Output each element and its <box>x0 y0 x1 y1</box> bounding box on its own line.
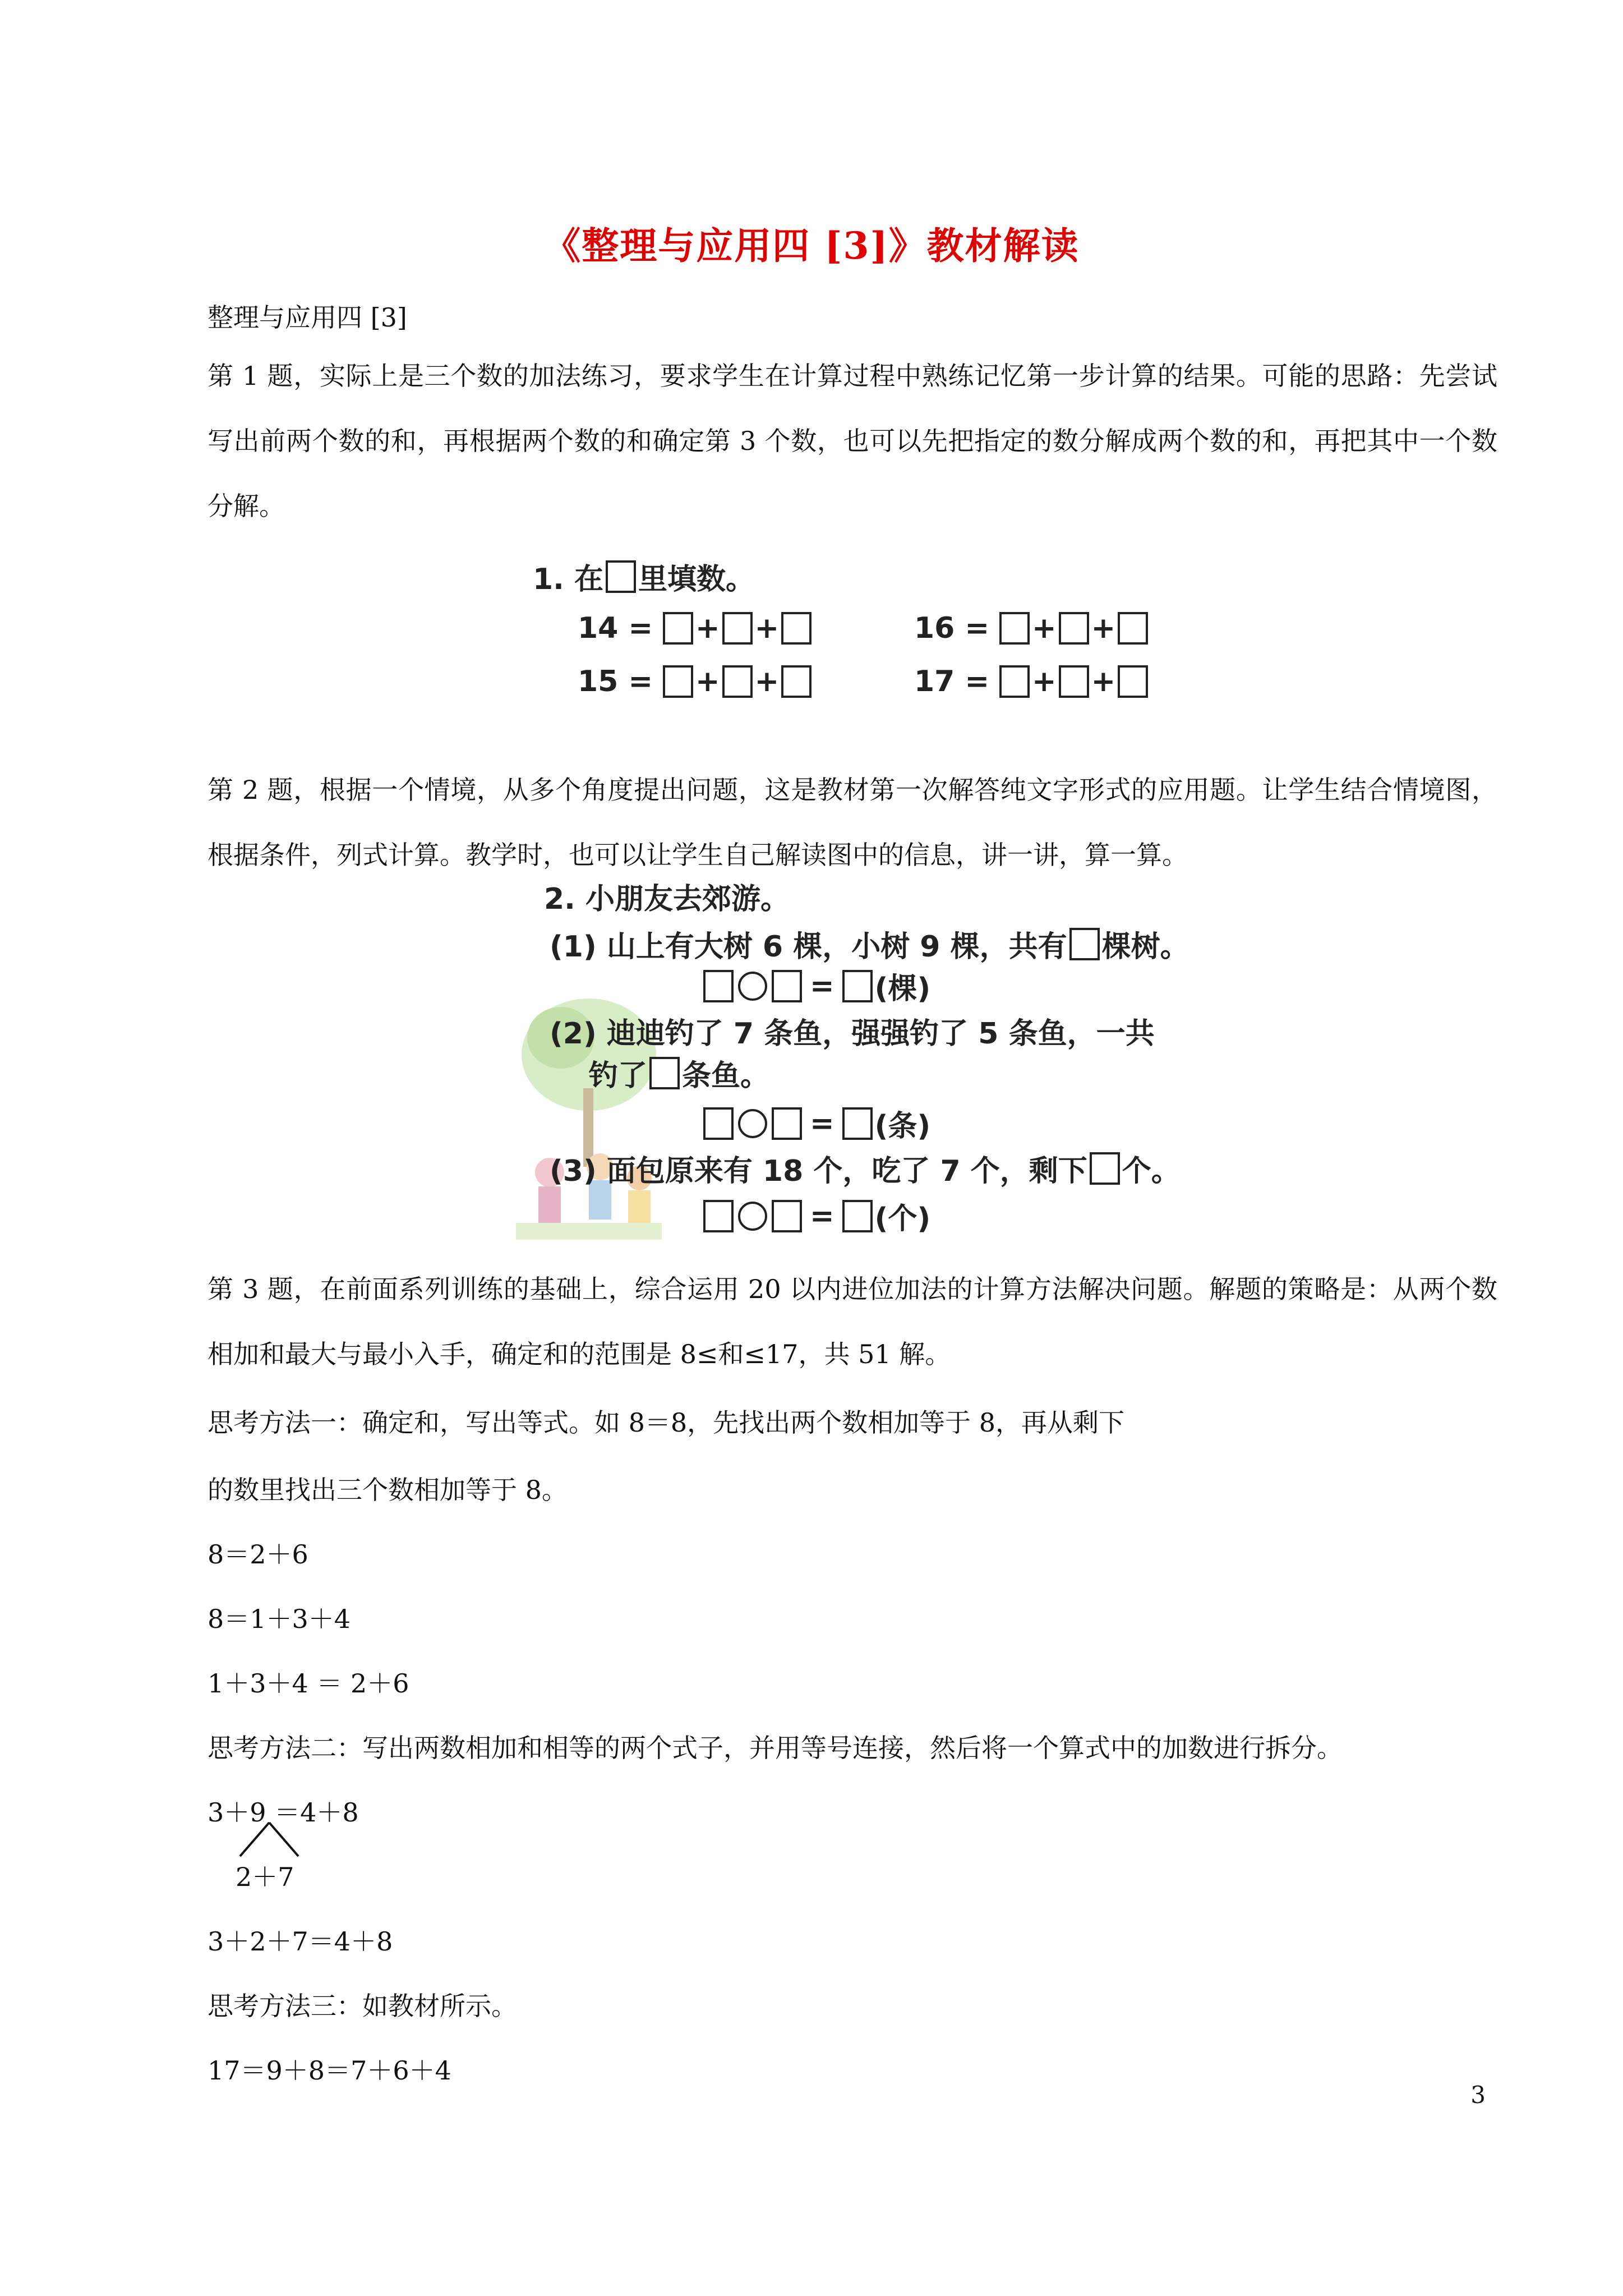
document-title: 《整理与应用四 [3]》教材解读 <box>543 224 1080 268</box>
blank-box <box>606 560 636 593</box>
fig1-heading-tail: 里填数。 <box>638 563 755 596</box>
method-2-text: 思考方法二：写出两数相加和相等的两个式子，并用等号连接，然后将一个算式中的加数进行拆分。 <box>208 1733 1343 1763</box>
section-subtitle: 整理与应用四 [3] <box>208 302 407 333</box>
blank-box <box>1118 665 1148 698</box>
paragraph-problem-2: 第 2 题，根据一个情境，从多个角度提出问题，这是教材第一次解答纯文字形式的应用题。让学生结合情境图，根据条件，列式计算。教学时，也可以让学生自己解读图中的信息，讲一讲，算一算。 <box>208 775 1497 870</box>
fig1-lhs: 16 = <box>914 611 990 645</box>
blank-box <box>772 970 802 1002</box>
fig2-question-3 <box>550 1147 1181 1189</box>
paragraph-problem-1: 第 1 题，实际上是三个数的加法练习，要求学生在计算过程中熟练记忆第一步计算的结果。可能的思路：先尝试写出前两个数的和，再根据两个数的和确定第 3 个数，也可以先把指定的数分解成两个数的和，再把其中一个数分解。 <box>208 361 1497 521</box>
blank-box <box>663 665 693 698</box>
fig2-answer-1 <box>701 965 930 1007</box>
q3-tail: 个。 <box>1122 1154 1181 1188</box>
blank-box <box>703 1107 734 1140</box>
fig1-equation-row: 17 = + + <box>914 665 1150 698</box>
equals-sign: = <box>810 1106 834 1140</box>
operator-circle <box>738 972 767 1001</box>
blank-box <box>722 612 753 645</box>
unit-label: (个) <box>874 1202 931 1236</box>
unit-label: (条) <box>874 1110 931 1143</box>
equation: 3＋9 ＝4＋8 <box>208 1797 359 1828</box>
equals-sign: = <box>810 1199 834 1233</box>
equals-sign: = <box>810 969 834 1003</box>
fig2-heading: 2. 小朋友去郊游。 <box>544 882 790 916</box>
blank-box <box>781 612 811 645</box>
equation: 8＝2＋6 <box>208 1539 308 1570</box>
q2-tail: 条鱼。 <box>682 1059 770 1093</box>
q2-text: (2) 迪迪钓了 7 条鱼，强强钓了 5 条鱼，一共 <box>550 1017 1155 1051</box>
blank-box <box>1059 665 1089 698</box>
blank-box <box>842 1200 873 1232</box>
fig1-heading-text: 1. 在 <box>533 563 604 596</box>
blank-box <box>722 665 753 698</box>
blank-box <box>1059 612 1089 645</box>
fig1-equation-row: 16 = + + <box>914 611 1150 645</box>
equation: 8＝1＋3＋4 <box>208 1604 351 1634</box>
blank-box <box>1069 928 1100 960</box>
unit-label: (棵) <box>874 972 931 1006</box>
fig1-lhs: 15 = <box>578 665 653 698</box>
fig1-equation-row: 15 = + + <box>578 665 814 698</box>
blank-box <box>999 665 1030 698</box>
fig1-heading <box>533 555 755 597</box>
blank-box <box>663 612 693 645</box>
operator-circle <box>738 1109 767 1138</box>
blank-box <box>1090 1152 1120 1185</box>
equation: 3＋2＋7＝4＋8 <box>208 1926 393 1957</box>
q2-text-b: 钓了 <box>589 1059 648 1093</box>
q1-tail: 棵树。 <box>1101 930 1189 964</box>
method-1-line-1: 思考方法一：确定和，写出等式。如 8＝8，先找出两个数相加等于 8，再从剩下 <box>208 1407 1125 1438</box>
blank-box <box>772 1200 802 1232</box>
fig2-question-2 <box>550 1010 1155 1052</box>
blank-box <box>842 970 873 1002</box>
fig2-answer-2 <box>701 1102 930 1144</box>
method-1-line-2: 的数里找出三个数相加等于 8。 <box>208 1475 568 1505</box>
blank-box <box>703 970 734 1002</box>
method-3-text: 思考方法三：如教材所示。 <box>208 1991 517 2021</box>
figure-problem-1 <box>533 555 1206 724</box>
q1-text: (1) 山上有大树 6 棵，小树 9 棵，共有 <box>550 930 1067 964</box>
equation: 17＝9＋8＝7＋6＋4 <box>208 2055 451 2086</box>
blank-box <box>703 1200 734 1232</box>
fig2-question-1 <box>550 923 1189 965</box>
fig2-answer-3 <box>701 1195 930 1237</box>
split-branch-lines <box>236 1820 303 1860</box>
blank-box <box>772 1107 802 1140</box>
page-number: 3 <box>1470 2081 1486 2109</box>
blank-box <box>649 1057 680 1089</box>
fig1-equation-row: 14 = + + <box>578 611 814 645</box>
paragraph-problem-3: 第 3 题，在前面系列训练的基础上，综合运用 20 以内进位加法的计算方法解决问题。解题的策略是：从两个数相加和最大与最小入手，确定和的范围是 8≤和≤17，共 51 解。 <box>208 1274 1497 1369</box>
blank-box <box>842 1107 873 1140</box>
blank-box <box>781 665 811 698</box>
fig2-question-2-cont <box>589 1052 769 1094</box>
blank-box <box>999 612 1030 645</box>
fig1-lhs: 17 = <box>914 665 990 698</box>
q3-text: (3) 面包原来有 18 个，吃了 7 个，剩下 <box>550 1154 1087 1188</box>
fig1-lhs: 14 = <box>578 611 653 645</box>
equation: 1＋3＋4 ＝ 2＋6 <box>208 1668 409 1699</box>
blank-box <box>1118 612 1148 645</box>
equation-split: 2＋7 <box>236 1862 294 1892</box>
operator-circle <box>738 1202 767 1231</box>
figure-problem-2 <box>516 875 1189 1245</box>
